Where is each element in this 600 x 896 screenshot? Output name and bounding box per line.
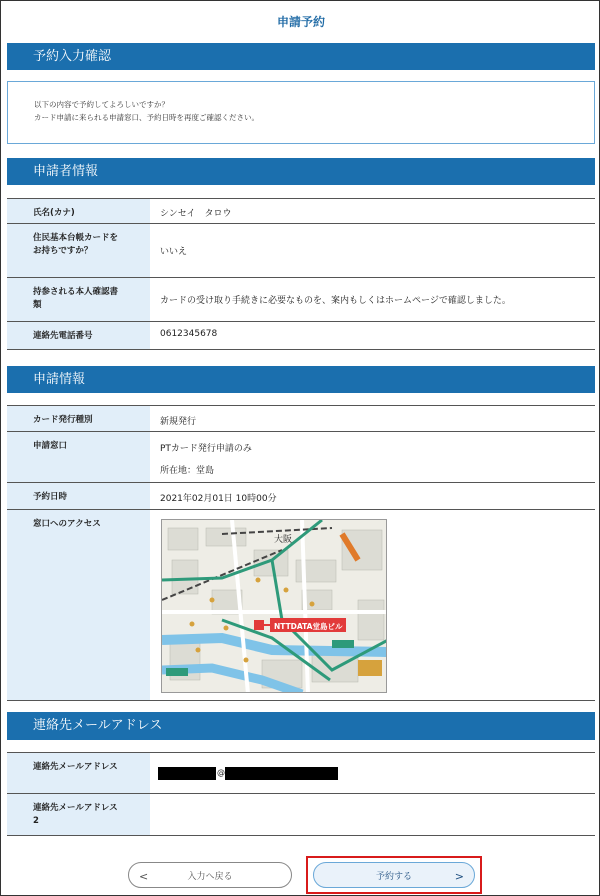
reserve-button[interactable] (313, 862, 475, 888)
row-label: 連絡先電話番号 (7, 322, 150, 349)
back-button-label: 入力へ戻る (187, 871, 233, 882)
row-value: 2021年02月01日 10時00分 (160, 494, 277, 504)
row-label: 持参される本人確認書類 (7, 278, 150, 321)
access-map (161, 519, 387, 693)
row-juki-card (7, 224, 595, 278)
chevron-right-icon: > (454, 870, 464, 883)
row-label: 連絡先メールアドレス2 (7, 794, 150, 835)
row-value: PTカード発行申請のみ (160, 444, 252, 454)
row-name-kana (7, 198, 595, 224)
row-id-documents (7, 278, 595, 322)
row-value: シンセイ タロウ (160, 209, 232, 219)
row-window (7, 432, 595, 483)
notice-line: カード申請に来られる申請窓口、予約日時を再度ご確認ください。 (34, 113, 259, 122)
row-value: 0612345678 (160, 329, 218, 339)
back-to-input-button[interactable] (128, 862, 292, 888)
chevron-left-icon: < (139, 870, 149, 883)
page-title: 申請予約 (276, 15, 325, 29)
row-value-location: 所在地：堂島 (160, 466, 215, 476)
row-label: 申請窓口 (7, 432, 150, 482)
row-value: いいえ (160, 247, 188, 257)
map-station-label: 大阪 (274, 535, 293, 545)
map-banner-label: NTTDATA堂島ビル (274, 622, 343, 631)
row-email-2 (7, 794, 595, 836)
row-label: 住民基本台帳カードをお持ちですか？ (7, 224, 150, 277)
section-header-application: 申請情報 (7, 366, 595, 393)
map-graphic (162, 520, 387, 693)
redacted-email-domain (225, 767, 338, 780)
email-at-sign: @ (217, 768, 225, 777)
row-value: 新規発行 (160, 417, 197, 427)
section-header-applicant: 申請者情報 (7, 158, 595, 185)
row-label: 連絡先メールアドレス (7, 753, 150, 793)
row-label: カード発行種別 (7, 406, 150, 431)
section-header-email: 連絡先メールアドレス (7, 712, 595, 740)
row-label: 窓口へのアクセス (7, 510, 150, 700)
reserve-button-label: 予約する (375, 871, 412, 882)
row-value: カードの受け取り手続きに必要なものを、案内もしくはホームページで確認しました。 (160, 296, 511, 306)
redacted-email-local (158, 767, 216, 780)
notice-line: 以下の内容で予約してよろしいですか？ (34, 100, 169, 109)
row-datetime (7, 483, 595, 510)
row-label: 氏名(カナ) (7, 199, 150, 223)
confirm-notice (7, 81, 595, 144)
section-header-confirm: 予約入力確認 (7, 43, 595, 70)
row-card-type (7, 405, 595, 432)
row-email (7, 752, 595, 794)
row-label: 予約日時 (7, 483, 150, 509)
row-phone (7, 322, 595, 350)
